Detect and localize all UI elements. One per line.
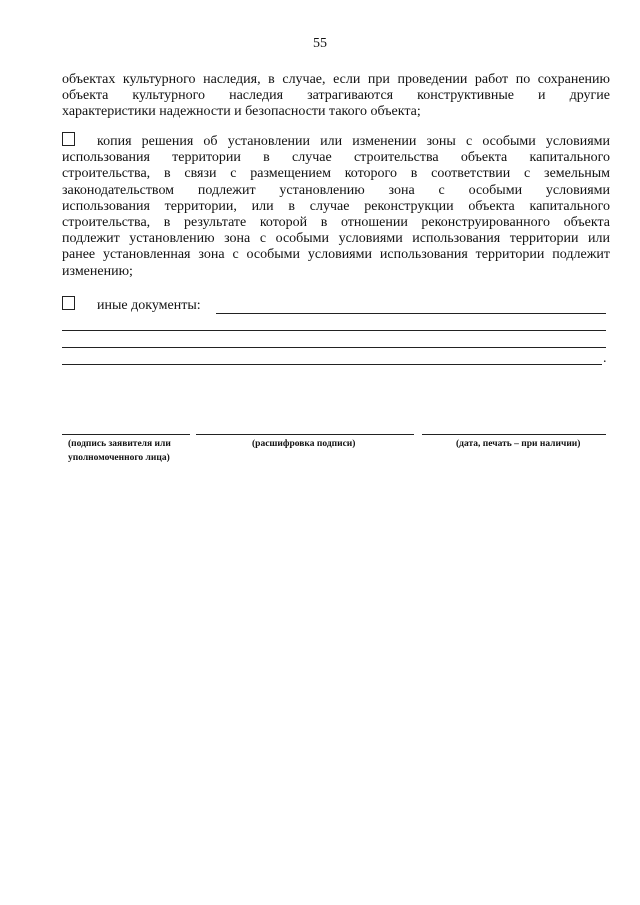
text-line: изменению; [62, 263, 133, 279]
text-line: строительства, в связи с размещением которого в соответствии с земельным [62, 166, 610, 182]
text-line: подлежит установлению зона с особыми условиями использования территории или [62, 231, 610, 247]
text-line: законодательством подлежит установлению зона с особыми условиями [62, 182, 610, 198]
other-documents-input-line-2[interactable] [62, 330, 606, 331]
zone-decision-copy-checkbox[interactable] [62, 132, 75, 146]
text-line: объекта культурного наследия затрагиваются конструктивные и другие [62, 88, 610, 104]
text-line: ранее установленная зона с особыми условиями использования территории подлежит [62, 247, 610, 263]
other-documents-label: иные документы: [97, 298, 201, 313]
date-line[interactable] [422, 434, 606, 435]
paragraph-continuation [62, 72, 610, 121]
text-line: копия решения об установлении или изменении зоны с особыми условиями [97, 134, 610, 149]
other-documents-input-line-1[interactable] [216, 313, 606, 314]
text-line: строительства, в результате которой в отношении реконструированного объекта [62, 215, 610, 231]
zone-decision-copy-item [62, 132, 610, 280]
other-documents-input-line-4[interactable] [62, 364, 602, 365]
text-line: использования территории, или в случае реконструкции объекта капитального [62, 198, 610, 214]
text-line: использования территории в случае строительства объекта капитального [62, 150, 610, 166]
other-documents-input-line-3[interactable] [62, 347, 606, 348]
other-documents-item [62, 296, 610, 314]
name-decoding-caption: (расшифровка подписи) [252, 439, 356, 449]
signature-line[interactable] [62, 434, 190, 435]
text-line: характеристики надежности и безопасности такого объекта; [62, 104, 421, 120]
text-line: объектах культурного наследия, в случае, если при проведении работ по сохранению [62, 72, 610, 87]
page-number: 55 [313, 36, 327, 51]
signature-caption: (подпись заявителя или уполномоченного лица) [68, 439, 171, 463]
other-documents-checkbox[interactable] [62, 296, 75, 310]
closing-period: . [603, 351, 607, 366]
name-decoding-line[interactable] [196, 434, 414, 435]
date-caption: (дата, печать – при наличии) [456, 439, 581, 449]
